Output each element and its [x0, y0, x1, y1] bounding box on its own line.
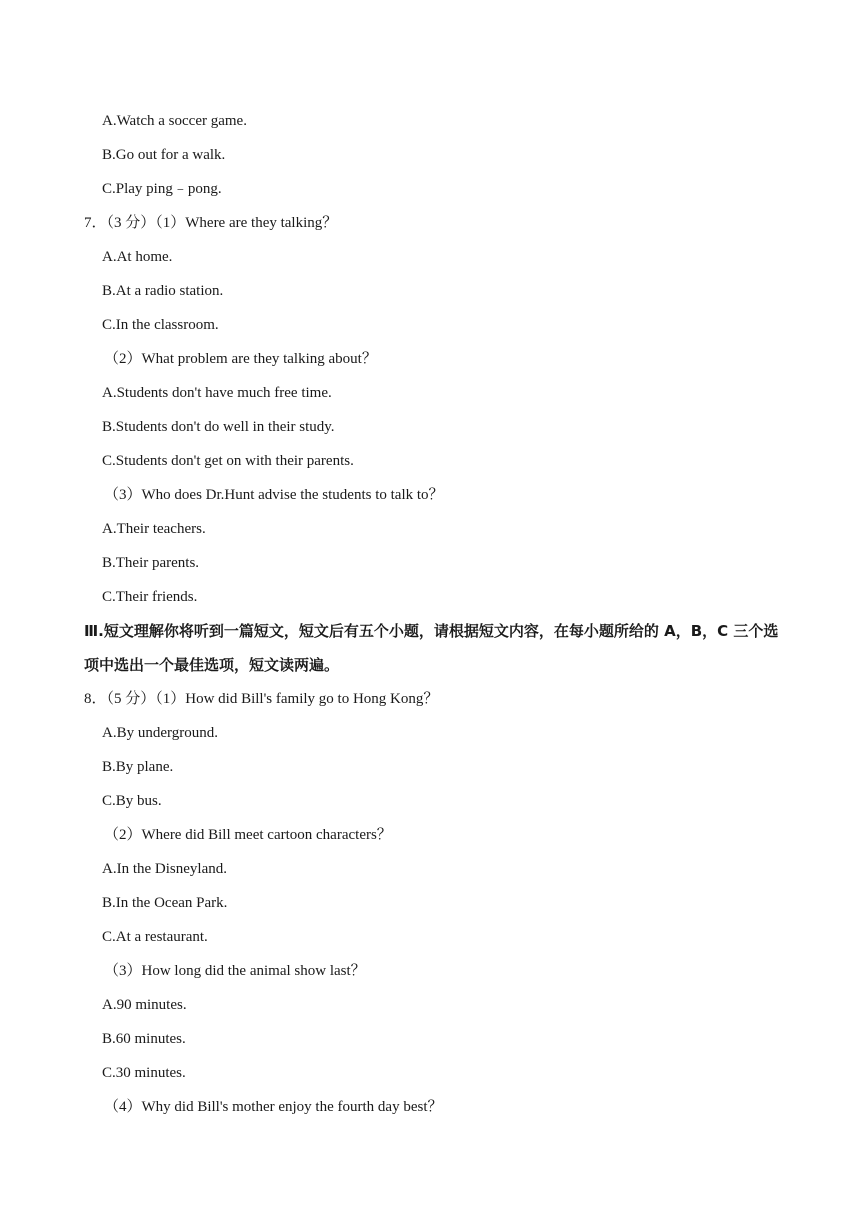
q6-option-a: A.Watch a soccer game.: [102, 113, 247, 129]
q8-p1-option-a: A.By underground.: [102, 725, 218, 741]
q7-p1-option-a: A.At home.: [102, 249, 173, 265]
q8-p3-option-a: A.90 minutes.: [102, 997, 187, 1013]
q8-header: 8．（5 分）（1）How did Bill's family go to Hong Kong？: [84, 691, 439, 707]
q8-p3-option-c: C.30 minutes.: [102, 1065, 186, 1081]
q7-p1-option-c: C.In the classroom.: [102, 317, 219, 333]
q7-p3-option-c: C.Their friends.: [102, 589, 198, 605]
q7-p3-option-b: B.Their parents.: [102, 555, 200, 571]
q8-p1-option-c: C.By bus.: [102, 793, 162, 809]
q8-p2-option-b: B.In the Ocean Park.: [102, 895, 228, 911]
q8-p3-question: （3）How long did the animal show last？: [104, 963, 366, 979]
section3-instructions-line2: 项中选出一个最佳选项，短文读两遍。: [84, 656, 340, 674]
q7-p3-question: （3）Who does Dr.Hunt advise the students to talk to？: [104, 487, 444, 503]
q8-p1-option-b: B.By plane.: [102, 759, 174, 775]
q8-p3-option-b: B.60 minutes.: [102, 1031, 186, 1047]
q7-p2-option-c: C.Students don't get on with their parents.: [102, 453, 354, 469]
q7-p2-question: （2）What problem are they talking about？: [104, 351, 377, 367]
q7-header: 7．（3 分）（1）Where are they talking？: [84, 215, 338, 231]
q7-p2-option-b: B.Students don't do well in their study.: [102, 419, 335, 435]
q6-option-c: C.Play ping﹣pong.: [102, 181, 222, 197]
q8-p2-option-a: A.In the Disneyland.: [102, 861, 227, 877]
q8-p2-question: （2）Where did Bill meet cartoon characters？: [104, 827, 392, 843]
q8-p4-question: （4）Why did Bill's mother enjoy the fourth day best？: [104, 1099, 443, 1115]
q7-p1-option-b: B.At a radio station.: [102, 283, 224, 299]
section3-instructions-line1: Ⅲ.短文理解你将听到一篇短文，短文后有五个小题，请根据短文内容，在每小题所给的 A，B，C 三个选: [84, 622, 779, 640]
q8-p2-option-c: C.At a restaurant.: [102, 929, 208, 945]
q7-p3-option-a: A.Their teachers.: [102, 521, 206, 537]
q6-option-b: B.Go out for a walk.: [102, 147, 226, 163]
q7-p2-option-a: A.Students don't have much free time.: [102, 385, 332, 401]
